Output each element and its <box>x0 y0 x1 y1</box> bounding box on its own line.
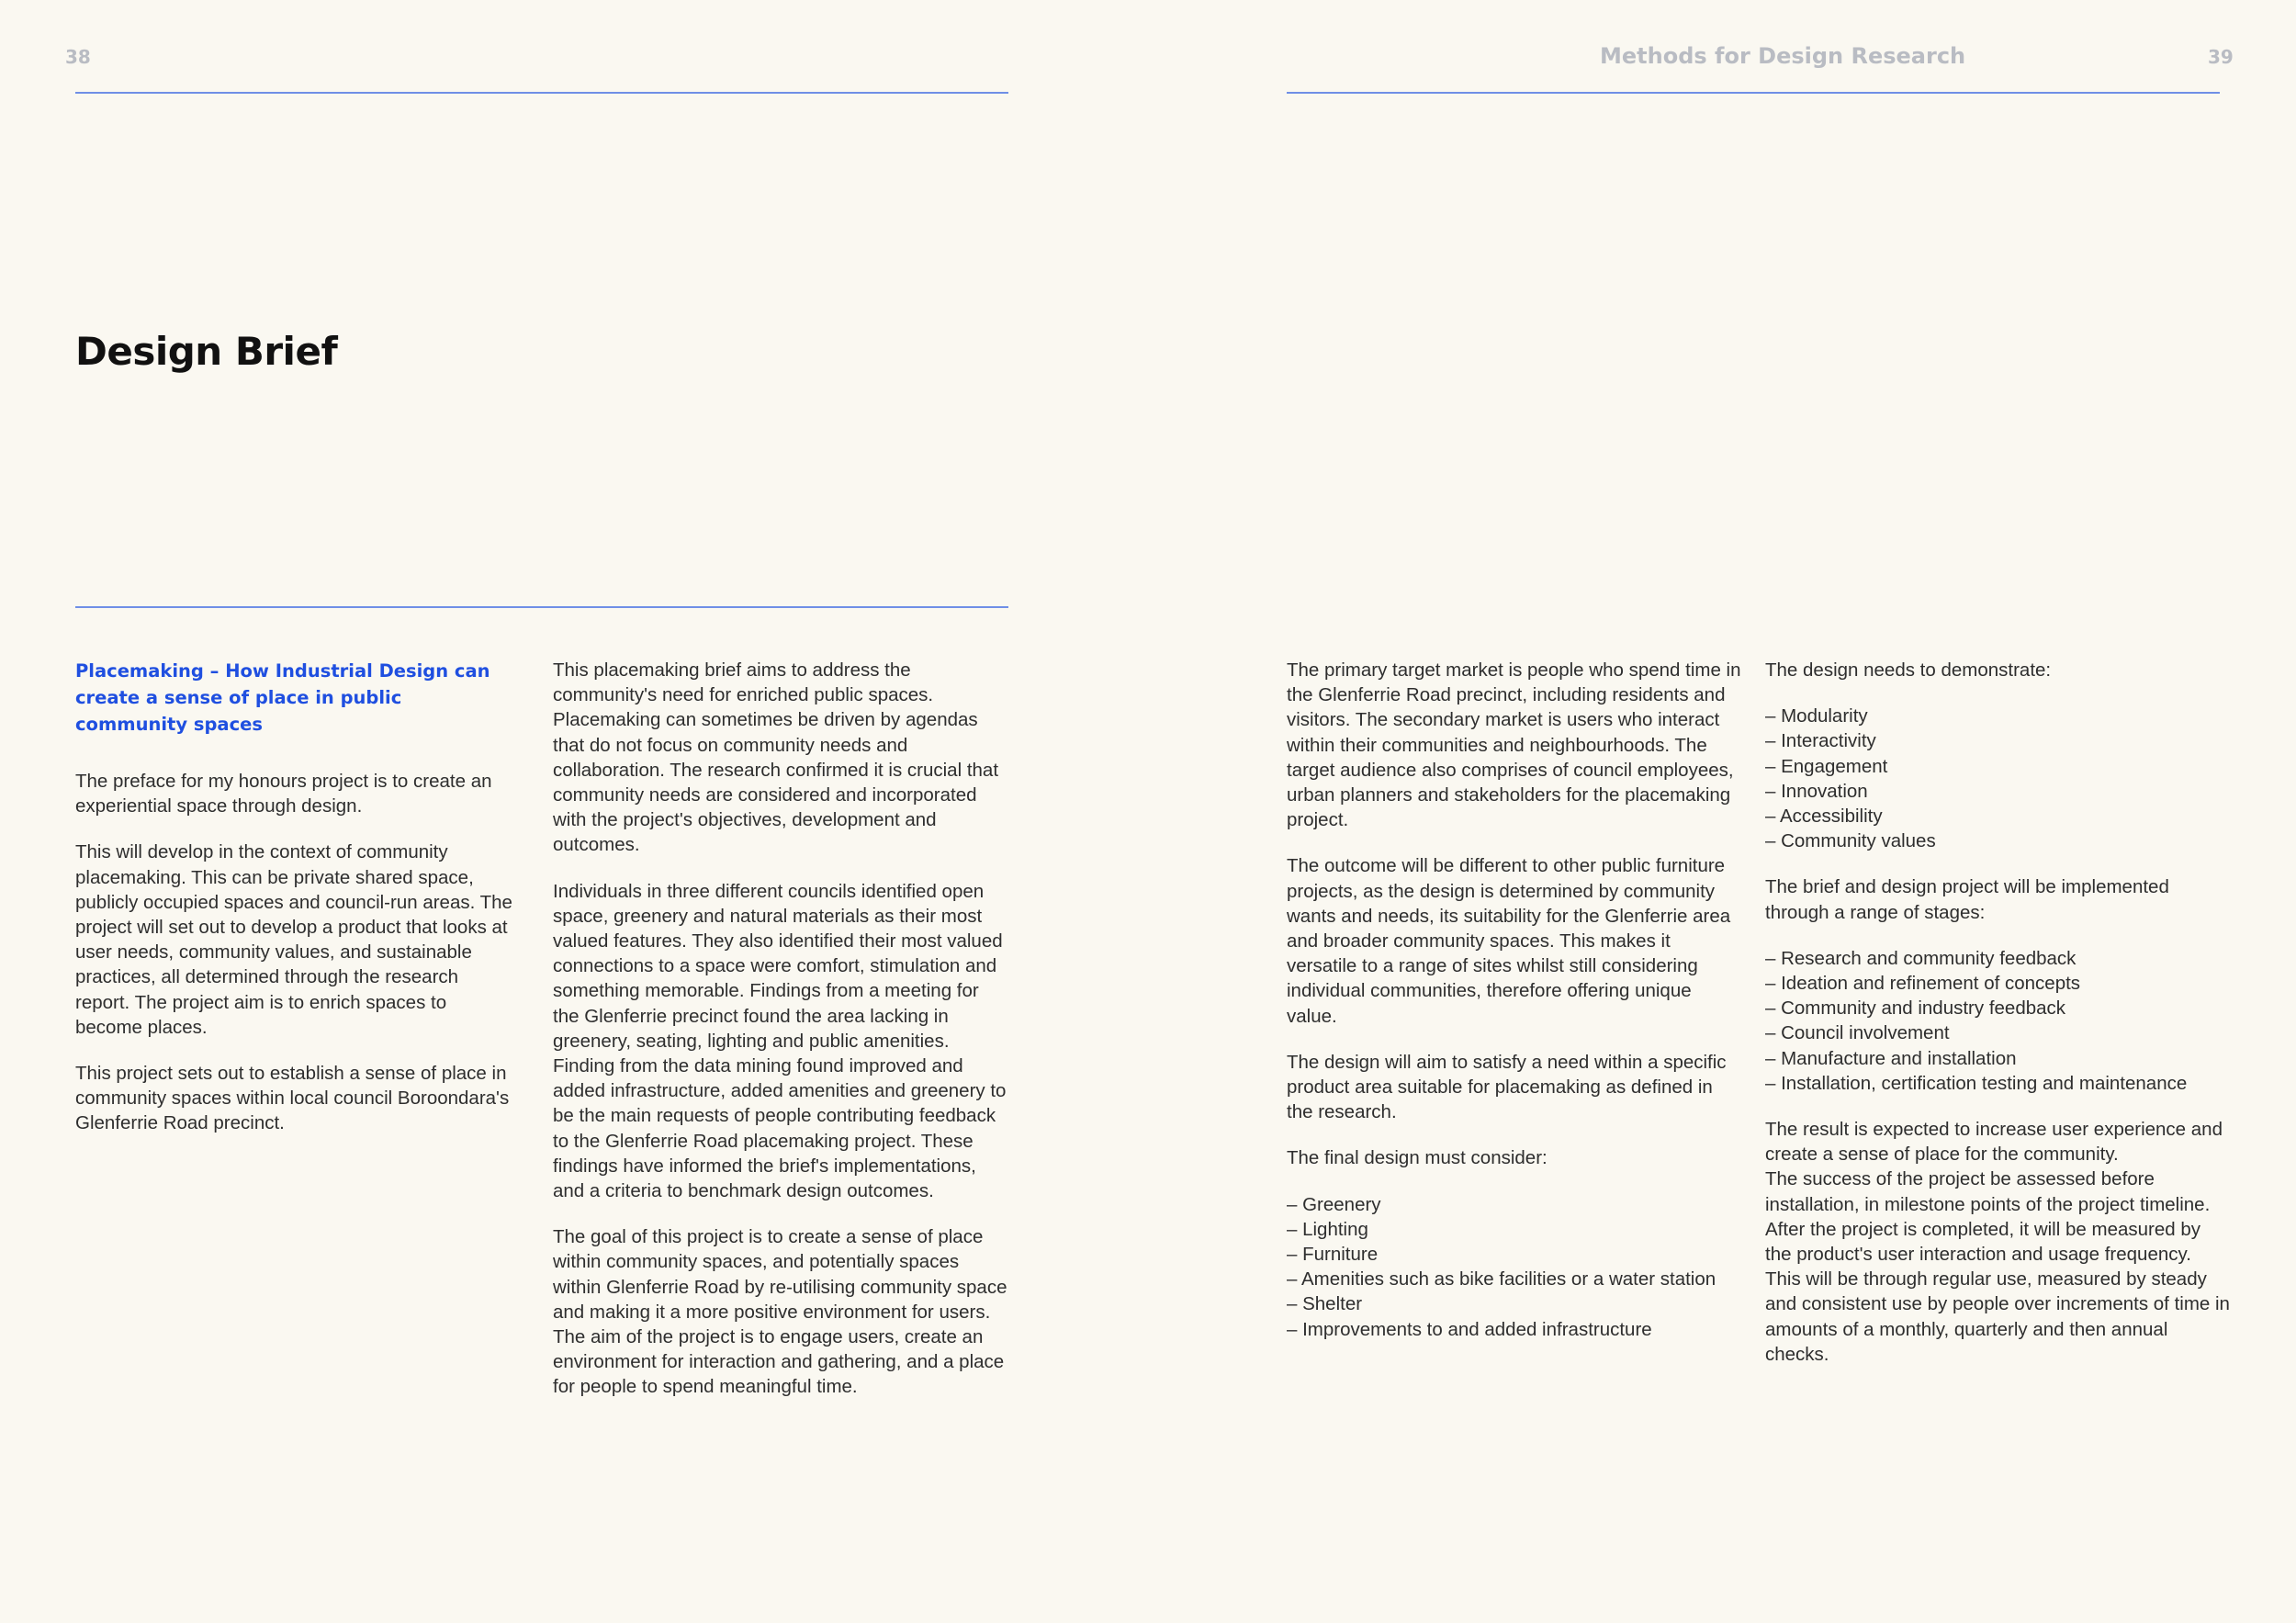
top-rule-left <box>75 92 1008 94</box>
list-item: – Installation, certification testing and maintenance <box>1765 1072 2188 1094</box>
section-rule <box>75 606 1008 608</box>
list-item: – Community and industry feedback <box>1765 997 2066 1020</box>
paragraph: The final design must consider: <box>1287 1147 1548 1169</box>
top-rule-right <box>1287 92 2220 94</box>
list-item: – Greenery <box>1287 1193 1381 1215</box>
list-item: – Amenities such as bike facilities or a water station <box>1287 1268 1716 1291</box>
column-3 <box>1287 658 1742 1363</box>
list-item: – Engagement <box>1765 755 1888 777</box>
demonstrate-list <box>1765 704 2230 853</box>
list-item: – Research and community feedback <box>1765 947 2077 969</box>
paragraph: The success of the project be assessed before installation, in milestone points of the project timeline. After the project is completed, it will be measured by the product's user interaction and usage frequency. This will be through regular use, measured by steady and consistent use by people over increments of time in amounts of a monthly, quarterly and then annual checks. <box>1765 1168 2230 1365</box>
list-item: – Community values <box>1765 830 1936 852</box>
paragraph: The brief and design project will be implemented through a range of stages: <box>1765 876 2169 923</box>
list-item: – Manufacture and installation <box>1765 1047 2017 1069</box>
paragraph: The goal of this project is to create a sense of place within community spaces, and potentially spaces within Glenferrie Road by re-utilising community space and making it a more positive environment for users. The aim of the project is to engage users, create an environment for interaction and gathering, and a place for people to spend meaningful time. <box>553 1226 1007 1398</box>
column-1 <box>75 658 516 1157</box>
list-item: – Modularity <box>1765 705 1868 727</box>
paragraph: This will develop in the context of community placemaking. This can be private shared space, publicly occupied spaces and council-run areas. The project will set out to develop a product that looks at user needs, community values, and sustainable practices, all determined through the research report. The project aim is to enrich spaces to become places. <box>75 841 512 1038</box>
paragraph: The result is expected to increase user experience and create a sense of place for the community. <box>1765 1119 2223 1166</box>
list-item: – Accessibility <box>1765 806 1883 828</box>
column-4 <box>1765 658 2230 1388</box>
paragraph: The design will aim to satisfy a need within a specific product area suitable for placemaking as defined in the research. <box>1287 1051 1727 1123</box>
page-title: Design Brief <box>75 329 338 374</box>
lead-heading: Placemaking – How Industrial Design can create a sense of place in public community spaces <box>75 660 490 735</box>
paragraph: The outcome will be different to other public furniture projects, as the design is determined by community wants and needs, its suitability for the Glenferrie area and broader community spaces. This makes it versatile to a range of sites whilst still considering individual communities, therefore offering unique value. <box>1287 855 1731 1027</box>
list-item: – Interactivity <box>1765 730 1876 752</box>
consider-list <box>1287 1192 1742 1342</box>
stages-list <box>1765 946 2230 1096</box>
list-item: – Council involvement <box>1765 1022 1950 1044</box>
paragraph: The design needs to demonstrate: <box>1765 659 2052 681</box>
list-item: – Furniture <box>1287 1244 1379 1266</box>
list-item: – Innovation <box>1765 780 1868 802</box>
paragraph: Individuals in three different councils identified open space, greenery and natural materials as their most valued features. They also identified their most valued connections to a space were comfort, stimulation and something memorable. Findings from a meeting for the Glenferrie precinct found the area lacking in greenery, seating, lighting and public amenities. Finding from the data mining found improved and added infrastructure, added amenities and greenery to be the main requests of people contributing feedback to the Glenferrie Road placemaking project. These findings have informed the brief's implementations, and a criteria to benchmark design outcomes. <box>553 880 1007 1202</box>
left-page-number: 38 <box>65 46 91 68</box>
paragraph: The primary target market is people who spend time in the Glenferrie Road precinct, including residents and visitors. The secondary market is users who interact within their communities and neighbourhoods. The target audience also comprises of council employees, urban planners and stakeholders for the placemaking project. <box>1287 659 1741 831</box>
right-page-number: 39 <box>2208 46 2234 68</box>
list-item: – Lighting <box>1287 1218 1368 1240</box>
paragraph: This project sets out to establish a sense of place in community spaces within local council Boroondara's Glenferrie Road precinct. <box>75 1063 510 1134</box>
column-2 <box>553 658 1008 1421</box>
paragraph: This placemaking brief aims to address the community's need for enriched public spaces. Placemaking can sometimes be driven by agendas that do not focus on community needs and collaboration. The research confirmed it is crucial that community needs are considered and incorporated with the project's objectives, development and outcomes. <box>553 659 999 856</box>
list-item: – Shelter <box>1287 1293 1363 1315</box>
paragraph: The preface for my honours project is to create an experiential space through design. <box>75 771 492 817</box>
list-item: – Ideation and refinement of concepts <box>1765 973 2081 995</box>
list-item: – Improvements to and added infrastructure <box>1287 1318 1652 1340</box>
running-title: Methods for Design Research <box>1600 43 1966 69</box>
